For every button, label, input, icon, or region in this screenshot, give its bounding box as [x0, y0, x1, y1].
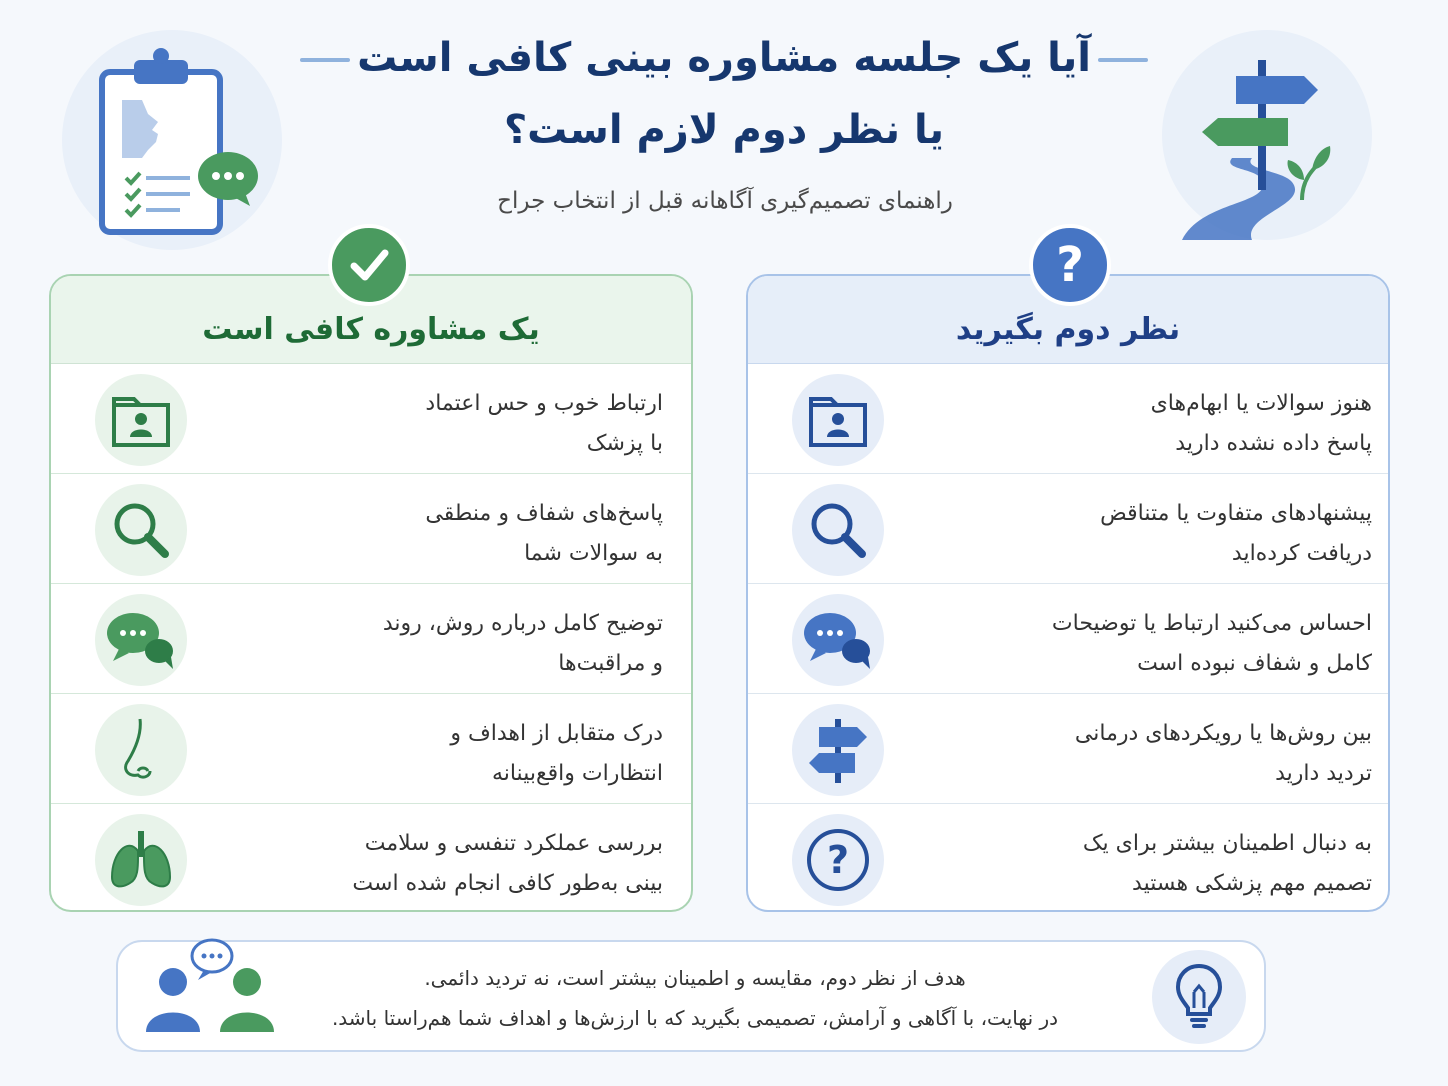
- green-panel-title: یک مشاوره کافی است: [51, 276, 691, 364]
- row-line-2: به سوالات شما: [524, 541, 663, 566]
- svg-text:?: ?: [826, 838, 850, 882]
- footer-line-1: هدف از نظر دوم، مقایسه و اطمینان بیشتر است، نه تردید دائمی.: [424, 966, 966, 990]
- row-text: [952, 384, 1372, 464]
- question-badge: [1029, 224, 1111, 306]
- signpost-icon: [792, 704, 884, 796]
- row-text: [952, 604, 1372, 684]
- footer-line-2: در نهایت، با آگاهی و آرامش، تصمیمی بگیرید که با ارزش‌ها و اهداف شما هم‌راستا باشد.: [331, 1006, 1059, 1030]
- list-item: [748, 474, 1388, 584]
- doctor-folder-icon: [95, 374, 187, 466]
- row-text: [263, 384, 663, 464]
- one-consultation-panel: [49, 274, 693, 912]
- row-line-2: کامل و شفاف نبوده است: [1137, 651, 1372, 676]
- row-text: [952, 824, 1372, 904]
- title-line-1: آیا یک جلسه مشاوره بینی کافی است: [357, 35, 1091, 81]
- title-line-2: یا نظر دوم لازم است؟: [503, 107, 945, 153]
- row-line-2: و مراقبت‌ها: [558, 651, 663, 676]
- magnifier-icon: [792, 484, 884, 576]
- check-badge: [328, 224, 410, 306]
- row-line-1: احساس می‌کنید ارتباط یا توضیحات: [1051, 611, 1372, 636]
- row-line-1: ارتباط خوب و حس اعتماد: [425, 391, 663, 416]
- footer-text: [300, 958, 1090, 1038]
- checkmark-icon: [346, 242, 392, 288]
- chat-bubbles-icon: [95, 594, 187, 686]
- row-text: [952, 494, 1372, 574]
- row-line-1: توضیح کامل درباره روش، روند: [382, 611, 663, 636]
- second-opinion-panel: [746, 274, 1390, 912]
- row-line-1: به دنبال اطمینان بیشتر برای یک: [1082, 831, 1372, 856]
- row-text: [952, 714, 1372, 794]
- magnifier-icon: [95, 484, 187, 576]
- row-line-2: پاسخ داده نشده دارید: [1175, 431, 1372, 456]
- row-line-1: پیشنهادهای متفاوت یا متناقض: [1100, 501, 1372, 526]
- people-conversation-icon: [140, 936, 280, 1036]
- list-item: [748, 364, 1388, 474]
- list-item: [748, 804, 1388, 912]
- question-icon: ?: [1056, 237, 1084, 293]
- signpost-illustration: [1162, 30, 1372, 240]
- lightbulb-icon: [1152, 950, 1246, 1044]
- signpost-road-icon: [1162, 30, 1372, 240]
- lungs-icon: [95, 814, 187, 906]
- row-text: [263, 494, 663, 574]
- chat-bubbles-icon: [792, 594, 884, 686]
- doctor-folder-icon: [792, 374, 884, 466]
- row-line-1: پاسخ‌های شفاف و منطقی: [425, 501, 663, 526]
- row-line-1: هنوز سوالات یا ابهام‌های: [1150, 391, 1372, 416]
- row-line-2: تردید دارید: [1275, 761, 1372, 786]
- row-line-2: بینی به‌طور کافی انجام شده است: [352, 871, 663, 896]
- question-circle-icon: [792, 814, 884, 906]
- list-item: [748, 694, 1388, 804]
- page-title: [300, 22, 1148, 166]
- list-item: [51, 694, 691, 804]
- row-line-1: بین روش‌ها یا رویکردهای درمانی: [1074, 721, 1372, 746]
- row-text: [263, 824, 663, 904]
- list-item: [748, 584, 1388, 694]
- row-line-2: دریافت کرده‌اید: [1231, 541, 1372, 566]
- row-line-1: بررسی عملکرد تنفسی و سلامت: [364, 831, 663, 856]
- blue-panel-title: نظر دوم بگیرید: [748, 276, 1388, 364]
- clipboard-illustration: [62, 30, 282, 250]
- row-line-2: انتظارات واقع‌بینانه: [491, 761, 663, 786]
- list-item: [51, 584, 691, 694]
- list-item: [51, 474, 691, 584]
- clipboard-icon: [62, 30, 282, 250]
- nose-icon: [95, 704, 187, 796]
- page-subtitle: راهنمای تصمیم‌گیری آگاهانه قبل از انتخاب جراح: [497, 188, 953, 214]
- row-line-1: درک متقابل از اهداف و: [450, 721, 663, 746]
- list-item: [51, 804, 691, 912]
- list-item: [51, 364, 691, 474]
- row-text: [263, 604, 663, 684]
- row-text: [263, 714, 663, 794]
- row-line-2: تصمیم مهم پزشکی هستید: [1132, 871, 1372, 896]
- row-line-2: با پزشک: [586, 431, 663, 456]
